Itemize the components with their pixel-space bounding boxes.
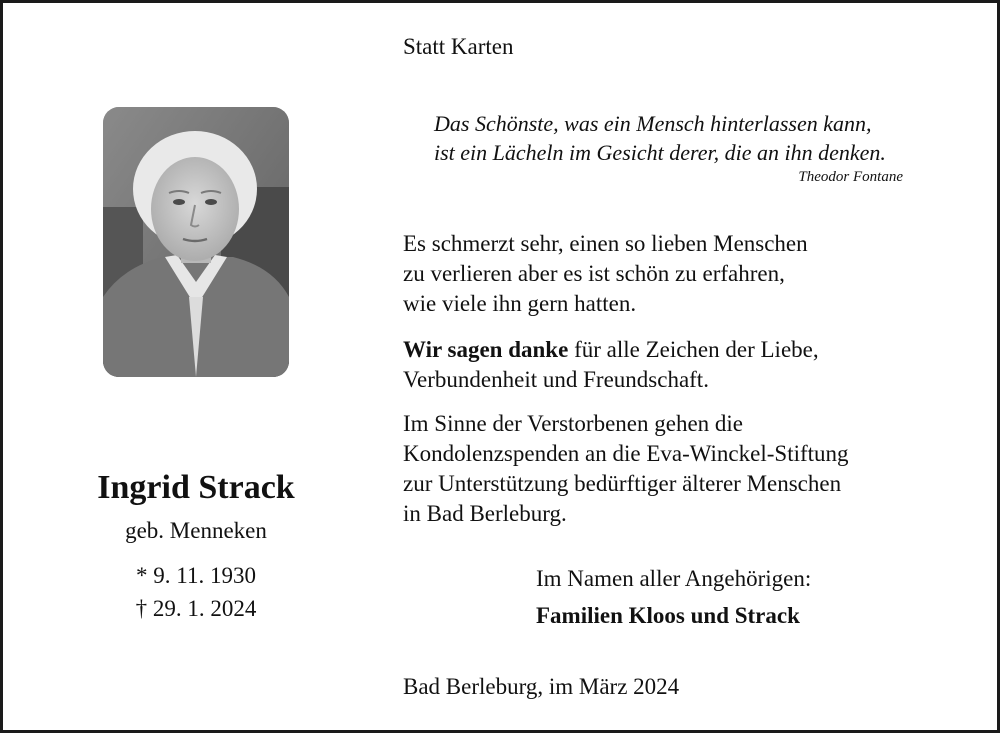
statt-karten-label: Statt Karten	[403, 34, 514, 59]
text-line: Im Sinne der Verstorbenen gehen die	[403, 411, 744, 436]
quote-author: Theodor Fontane	[798, 169, 903, 185]
text-line: Kondolenzspenden an die Eva-Winckel-Stiftung	[403, 441, 849, 466]
maiden-name: geb. Menneken	[125, 518, 267, 543]
birth-date: * 9. 11. 1930	[136, 563, 256, 588]
thanks-rest: für alle Zeichen der Liebe,	[568, 337, 819, 362]
paragraph-thanks	[403, 335, 819, 395]
quote-line: Das Schönste, was ein Mensch hinterlassen kann,	[434, 111, 872, 136]
text-line: wie viele ihn gern hatten.	[403, 291, 637, 316]
paragraph-donations	[403, 409, 849, 529]
text-line: Verbundenheit und Freundschaft.	[403, 367, 709, 392]
thanks-bold: Wir sagen danke	[403, 337, 569, 362]
text-line: in Bad Berleburg.	[403, 501, 567, 526]
text-line: zur Unterstützung bedürftiger älterer Menschen	[403, 471, 842, 496]
deceased-name: Ingrid Strack	[97, 469, 295, 506]
signature-families: Familien Kloos und Strack	[536, 603, 800, 628]
quote-line: ist ein Lächeln im Gesicht derer, die an ihn denken.	[434, 140, 886, 165]
text-line: zu verlieren aber es ist schön zu erfahren,	[403, 261, 785, 286]
quote	[434, 109, 886, 167]
place-date: Bad Berleburg, im März 2024	[403, 674, 680, 699]
death-date: † 29. 1. 2024	[135, 596, 257, 621]
portrait-photo	[103, 107, 289, 377]
text-line: Es schmerzt sehr, einen so lieben Menschen	[403, 231, 808, 256]
paragraph-grief	[403, 229, 808, 319]
signature-intro: Im Namen aller Angehörigen:	[536, 566, 812, 591]
text-line	[403, 335, 819, 365]
